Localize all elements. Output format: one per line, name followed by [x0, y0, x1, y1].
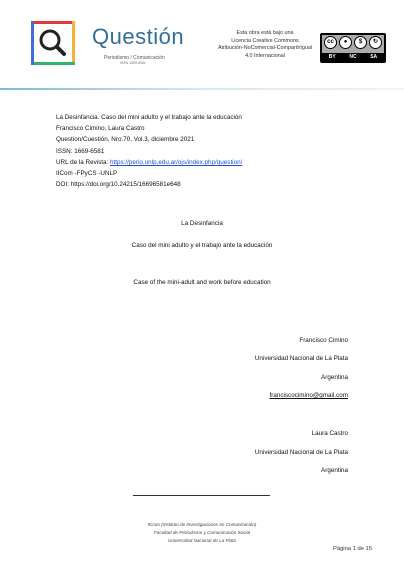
license-line: Licencia Creative Commons [231, 37, 299, 44]
citation-block [56, 112, 242, 190]
article-subtitle: Caso del mini adulto y el trabajo ante la educación [131, 242, 273, 249]
citation-journal: Question/Cuestión, Nro.70, Vol.3, diciembre 2021 [56, 136, 195, 144]
author-2-country: Argentina [321, 467, 348, 474]
citation-url-label: URL de la Revista: [56, 158, 111, 166]
cc-label-sa: SA [370, 54, 378, 60]
license-text [214, 30, 316, 60]
brand-subtitle: Periodismo / Comunicación [104, 55, 165, 61]
citation-authors: Francisco Cimino, Laura Castro [56, 125, 145, 133]
article-title: La Desinfancia [181, 220, 223, 227]
citation-idcom: IICom -FPyCS -UNLP [56, 170, 118, 178]
brand-name: Questión [92, 24, 185, 49]
license-line: Atribución-NoComercial-CompartirIgual [217, 45, 313, 52]
brand-issn: ISSN 1669-6581 [120, 61, 146, 65]
author-1-email-link[interactable]: franciscocimino@gmail.com [269, 392, 348, 399]
citation-url-row [56, 157, 242, 168]
cc-label-nc: NC [349, 54, 357, 60]
sa-share-icon: ↻ [369, 36, 382, 49]
license-line: 4.0 Internacional [245, 52, 285, 59]
author-1-country: Argentina [321, 374, 348, 381]
footer-university: Universidad Nacional de La Plata [168, 538, 236, 543]
nc-dollar-icon: $ [354, 36, 367, 49]
citation-issn: ISSN: 1669-6581 [56, 147, 105, 155]
cc-icon: cc [324, 36, 337, 49]
footnote-divider [133, 495, 270, 496]
journal-url-link[interactable]: https://perio.unlp.edu.ar/ojs/index.php/question/ [110, 158, 243, 166]
author-1-name: Francisco Cimino [299, 337, 348, 344]
cc-labels [322, 54, 384, 60]
magnifier-logo-icon [30, 20, 76, 66]
citation-doi: DOI: https://doi.org/10.24215/16696581e648 [56, 181, 181, 189]
by-person-icon: ● [339, 36, 352, 49]
article-english-title: Case of the mini-adult and work before education [133, 279, 271, 286]
page-number: Página 1 de 15 [332, 546, 372, 552]
cc-label-by: BY [328, 54, 336, 60]
license-line: Esta obra está bajo una [236, 30, 294, 36]
author-2-affiliation: Universidad Nacional de La Plata [254, 449, 348, 456]
footer-institute: IICom (Instituto de Investigaciones en Comunicación) [147, 522, 257, 527]
header-divider [0, 88, 404, 90]
author-2-name: Laura Castro [311, 430, 348, 437]
citation-title: La Desinfancia. Caso del mini adulto y el trabajo ante la educación [56, 114, 242, 121]
question-logo [30, 20, 76, 66]
footer-faculty: Facultad de Periodismo y Comunicación Social [153, 530, 250, 535]
cc-license-badge[interactable] [320, 33, 386, 63]
author-1-affiliation: Universidad Nacional de La Plata [254, 355, 348, 362]
